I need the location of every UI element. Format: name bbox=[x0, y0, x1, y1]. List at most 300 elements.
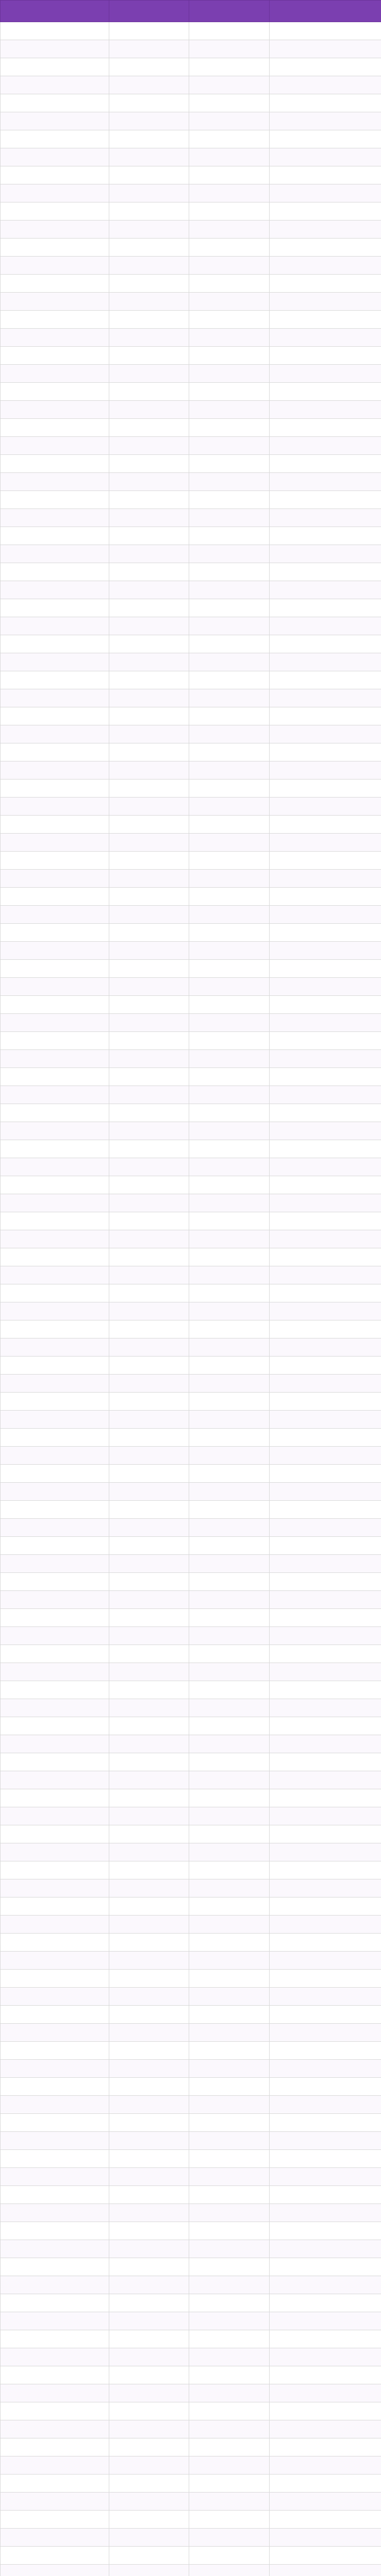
table-cell-c1 bbox=[1, 383, 109, 401]
table-cell-c2 bbox=[109, 1393, 189, 1411]
table-cell-c4 bbox=[270, 2294, 381, 2312]
table-row bbox=[1, 2330, 381, 2348]
table-row bbox=[1, 1212, 381, 1230]
table-cell-c4 bbox=[270, 2006, 381, 2024]
table-cell-c4 bbox=[270, 1176, 381, 1194]
table-row bbox=[1, 599, 381, 617]
table-cell-c4 bbox=[270, 2258, 381, 2276]
table-cell-c1 bbox=[1, 2240, 109, 2258]
table-row bbox=[1, 2493, 381, 2511]
table-cell-c4 bbox=[270, 401, 381, 419]
table-row bbox=[1, 2294, 381, 2312]
table-row bbox=[1, 221, 381, 239]
table-cell-c4 bbox=[270, 148, 381, 166]
table-cell-c3 bbox=[189, 1050, 270, 1068]
table-cell-c3 bbox=[189, 1338, 270, 1357]
table-cell-c4 bbox=[270, 545, 381, 563]
table-cell-c3 bbox=[189, 2420, 270, 2438]
table-cell-c3 bbox=[189, 1501, 270, 1519]
table-cell-c3 bbox=[189, 2529, 270, 2547]
table-cell-c3 bbox=[189, 2006, 270, 2024]
table-cell-c4 bbox=[270, 2168, 381, 2186]
table-cell-c1 bbox=[1, 1176, 109, 1194]
table-cell-c3 bbox=[189, 1465, 270, 1483]
table-cell-c1 bbox=[1, 1338, 109, 1357]
table-row bbox=[1, 437, 381, 455]
table-cell-c3 bbox=[189, 2565, 270, 2576]
table-row bbox=[1, 148, 381, 166]
table-row bbox=[1, 1843, 381, 1861]
table-cell-c4 bbox=[270, 834, 381, 852]
table-cell-c3 bbox=[189, 239, 270, 257]
table-cell-c1 bbox=[1, 725, 109, 743]
table-cell-c1 bbox=[1, 437, 109, 455]
table-cell-c1 bbox=[1, 2330, 109, 2348]
table-row bbox=[1, 798, 381, 816]
table-cell-c4 bbox=[270, 1230, 381, 1248]
table-row bbox=[1, 617, 381, 635]
table-cell-c4 bbox=[270, 1014, 381, 1032]
column-header bbox=[189, 1, 270, 22]
table-row bbox=[1, 1627, 381, 1645]
table-cell-c3 bbox=[189, 1104, 270, 1122]
table-cell-c3 bbox=[189, 743, 270, 761]
table-cell-c3 bbox=[189, 888, 270, 906]
table-cell-c4 bbox=[270, 1302, 381, 1320]
table-cell-c2 bbox=[109, 1771, 189, 1789]
table-cell-c2 bbox=[109, 2475, 189, 2493]
table-cell-c1 bbox=[1, 1591, 109, 1609]
table-cell-c4 bbox=[270, 1861, 381, 1879]
table-cell-c3 bbox=[189, 545, 270, 563]
table-cell-c3 bbox=[189, 455, 270, 473]
table-row bbox=[1, 2006, 381, 2024]
table-cell-c4 bbox=[270, 1465, 381, 1483]
table-cell-c1 bbox=[1, 2096, 109, 2114]
table-cell-c1 bbox=[1, 798, 109, 816]
table-cell-c2 bbox=[109, 2168, 189, 2186]
table-cell-c2 bbox=[109, 1284, 189, 1302]
table-cell-c2 bbox=[109, 1194, 189, 1212]
table-row bbox=[1, 1429, 381, 1447]
table-cell-c1 bbox=[1, 1212, 109, 1230]
table-cell-c4 bbox=[270, 2330, 381, 2348]
table-cell-c1 bbox=[1, 1861, 109, 1879]
table-cell-c4 bbox=[270, 509, 381, 527]
table-cell-c4 bbox=[270, 2565, 381, 2576]
table-cell-c3 bbox=[189, 2222, 270, 2240]
table-row bbox=[1, 94, 381, 112]
table-cell-c1 bbox=[1, 1735, 109, 1753]
table-cell-c3 bbox=[189, 1988, 270, 2006]
table-cell-c2 bbox=[109, 1537, 189, 1555]
table-cell-c4 bbox=[270, 1050, 381, 1068]
table-cell-c1 bbox=[1, 1537, 109, 1555]
table-cell-c2 bbox=[109, 527, 189, 545]
table-row bbox=[1, 996, 381, 1014]
table-cell-c3 bbox=[189, 1194, 270, 1212]
table-cell-c2 bbox=[109, 2565, 189, 2576]
table-cell-c4 bbox=[270, 852, 381, 870]
table-cell-c2 bbox=[109, 1934, 189, 1952]
table-row bbox=[1, 112, 381, 130]
table-cell-c2 bbox=[109, 707, 189, 725]
table-cell-c4 bbox=[270, 166, 381, 184]
table-cell-c1 bbox=[1, 275, 109, 293]
table-cell-c3 bbox=[189, 491, 270, 509]
table-cell-c1 bbox=[1, 2150, 109, 2168]
table-cell-c1 bbox=[1, 130, 109, 148]
table-row bbox=[1, 2312, 381, 2330]
table-cell-c2 bbox=[109, 1519, 189, 1537]
table-cell-c2 bbox=[109, 1338, 189, 1357]
table-cell-c3 bbox=[189, 1483, 270, 1501]
table-cell-c2 bbox=[109, 1447, 189, 1465]
table-row bbox=[1, 40, 381, 58]
table-row bbox=[1, 870, 381, 888]
table-cell-c4 bbox=[270, 1717, 381, 1735]
table-cell-c4 bbox=[270, 653, 381, 671]
table-cell-c3 bbox=[189, 1302, 270, 1320]
table-cell-c3 bbox=[189, 1429, 270, 1447]
table-cell-c3 bbox=[189, 707, 270, 725]
table-cell-c1 bbox=[1, 94, 109, 112]
table-row bbox=[1, 942, 381, 960]
table-cell-c3 bbox=[189, 1789, 270, 1807]
table-cell-c1 bbox=[1, 1266, 109, 1284]
table-cell-c2 bbox=[109, 996, 189, 1014]
table-cell-c2 bbox=[109, 1501, 189, 1519]
table-cell-c3 bbox=[189, 689, 270, 707]
table-row bbox=[1, 2258, 381, 2276]
table-cell-c2 bbox=[109, 1681, 189, 1699]
table-cell-c1 bbox=[1, 2547, 109, 2565]
table-cell-c4 bbox=[270, 707, 381, 725]
table-cell-c1 bbox=[1, 2060, 109, 2078]
table-cell-c2 bbox=[109, 1248, 189, 1266]
table-cell-c4 bbox=[270, 275, 381, 293]
table-cell-c1 bbox=[1, 834, 109, 852]
table-cell-c4 bbox=[270, 76, 381, 94]
table-cell-c4 bbox=[270, 221, 381, 239]
table-cell-c3 bbox=[189, 1934, 270, 1952]
table-cell-c3 bbox=[189, 130, 270, 148]
table-cell-c4 bbox=[270, 1771, 381, 1789]
table-cell-c3 bbox=[189, 94, 270, 112]
table-cell-c1 bbox=[1, 1068, 109, 1086]
table-row bbox=[1, 1916, 381, 1934]
table-cell-c1 bbox=[1, 563, 109, 581]
table-cell-c2 bbox=[109, 2222, 189, 2240]
table-cell-c2 bbox=[109, 239, 189, 257]
table-cell-c4 bbox=[270, 1375, 381, 1393]
table-row bbox=[1, 257, 381, 275]
table-cell-c3 bbox=[189, 509, 270, 527]
table-cell-c1 bbox=[1, 1699, 109, 1717]
table-cell-c3 bbox=[189, 635, 270, 653]
table-cell-c1 bbox=[1, 2565, 109, 2576]
table-cell-c1 bbox=[1, 960, 109, 978]
table-cell-c1 bbox=[1, 2222, 109, 2240]
table-cell-c3 bbox=[189, 1158, 270, 1176]
table-cell-c1 bbox=[1, 581, 109, 599]
table-cell-c2 bbox=[109, 455, 189, 473]
table-cell-c2 bbox=[109, 2294, 189, 2312]
table-cell-c3 bbox=[189, 2060, 270, 2078]
table-cell-c3 bbox=[189, 2276, 270, 2294]
table-cell-c1 bbox=[1, 202, 109, 221]
table-cell-c4 bbox=[270, 671, 381, 689]
table-cell-c4 bbox=[270, 870, 381, 888]
table-row bbox=[1, 1176, 381, 1194]
table-cell-c3 bbox=[189, 1861, 270, 1879]
table-row bbox=[1, 779, 381, 798]
table-cell-c2 bbox=[109, 1176, 189, 1194]
table-cell-c1 bbox=[1, 2511, 109, 2529]
table-cell-c4 bbox=[270, 1284, 381, 1302]
table-cell-c2 bbox=[109, 1411, 189, 1429]
table-cell-c3 bbox=[189, 1771, 270, 1789]
table-cell-c2 bbox=[109, 1375, 189, 1393]
table-cell-c3 bbox=[189, 2493, 270, 2511]
table-cell-c4 bbox=[270, 527, 381, 545]
table-cell-c2 bbox=[109, 798, 189, 816]
table-cell-c4 bbox=[270, 40, 381, 58]
table-row bbox=[1, 707, 381, 725]
table-cell-c2 bbox=[109, 2438, 189, 2456]
table-cell-c2 bbox=[109, 365, 189, 383]
table-row bbox=[1, 1447, 381, 1465]
table-cell-c3 bbox=[189, 1555, 270, 1573]
table-cell-c2 bbox=[109, 293, 189, 311]
table-cell-c2 bbox=[109, 852, 189, 870]
table-cell-c4 bbox=[270, 888, 381, 906]
table-cell-c3 bbox=[189, 1916, 270, 1934]
table-cell-c2 bbox=[109, 1050, 189, 1068]
table-cell-c1 bbox=[1, 816, 109, 834]
table-cell-c1 bbox=[1, 1627, 109, 1645]
table-cell-c2 bbox=[109, 2006, 189, 2024]
table-cell-c1 bbox=[1, 1807, 109, 1825]
table-cell-c3 bbox=[189, 761, 270, 779]
table-cell-c4 bbox=[270, 184, 381, 202]
table-cell-c4 bbox=[270, 1519, 381, 1537]
table-cell-c2 bbox=[109, 130, 189, 148]
table-cell-c4 bbox=[270, 798, 381, 816]
table-cell-c4 bbox=[270, 2402, 381, 2420]
table-cell-c4 bbox=[270, 1609, 381, 1627]
table-cell-c3 bbox=[189, 1068, 270, 1086]
table-cell-c2 bbox=[109, 1357, 189, 1375]
table-cell-c2 bbox=[109, 22, 189, 40]
table-cell-c2 bbox=[109, 509, 189, 527]
table-cell-c3 bbox=[189, 1681, 270, 1699]
table-cell-c4 bbox=[270, 2438, 381, 2456]
table-cell-c1 bbox=[1, 1104, 109, 1122]
table-cell-c4 bbox=[270, 2096, 381, 2114]
table-cell-c1 bbox=[1, 166, 109, 184]
table-cell-c2 bbox=[109, 1032, 189, 1050]
table-cell-c3 bbox=[189, 2475, 270, 2493]
table-cell-c4 bbox=[270, 761, 381, 779]
table-cell-c1 bbox=[1, 365, 109, 383]
table-cell-c1 bbox=[1, 2456, 109, 2475]
table-row bbox=[1, 1140, 381, 1158]
table-cell-c1 bbox=[1, 1014, 109, 1032]
table-cell-c4 bbox=[270, 2204, 381, 2222]
table-cell-c4 bbox=[270, 635, 381, 653]
table-cell-c1 bbox=[1, 311, 109, 329]
table-row bbox=[1, 1375, 381, 1393]
table-cell-c3 bbox=[189, 527, 270, 545]
table-cell-c1 bbox=[1, 2294, 109, 2312]
table-row bbox=[1, 2150, 381, 2168]
table-cell-c1 bbox=[1, 347, 109, 365]
table-cell-c4 bbox=[270, 1699, 381, 1717]
table-cell-c3 bbox=[189, 401, 270, 419]
table-cell-c2 bbox=[109, 2529, 189, 2547]
table-row bbox=[1, 1879, 381, 1897]
table-cell-c2 bbox=[109, 419, 189, 437]
column-header bbox=[270, 1, 381, 22]
table-row bbox=[1, 76, 381, 94]
table-cell-c2 bbox=[109, 112, 189, 130]
table-cell-c3 bbox=[189, 816, 270, 834]
table-cell-c4 bbox=[270, 1681, 381, 1699]
table-cell-c2 bbox=[109, 473, 189, 491]
table-row bbox=[1, 1717, 381, 1735]
table-row bbox=[1, 1645, 381, 1663]
table-cell-c2 bbox=[109, 1483, 189, 1501]
table-row bbox=[1, 1230, 381, 1248]
table-cell-c2 bbox=[109, 2132, 189, 2150]
table-cell-c2 bbox=[109, 942, 189, 960]
table-cell-c1 bbox=[1, 2132, 109, 2150]
table-cell-c2 bbox=[109, 960, 189, 978]
table-row bbox=[1, 1861, 381, 1879]
table-cell-c1 bbox=[1, 1988, 109, 2006]
table-cell-c2 bbox=[109, 906, 189, 924]
table-cell-c1 bbox=[1, 1122, 109, 1140]
table-cell-c2 bbox=[109, 2258, 189, 2276]
table-cell-c3 bbox=[189, 383, 270, 401]
table-row bbox=[1, 455, 381, 473]
table-cell-c1 bbox=[1, 1519, 109, 1537]
table-row bbox=[1, 545, 381, 563]
table-cell-c2 bbox=[109, 1897, 189, 1916]
table-cell-c1 bbox=[1, 1248, 109, 1266]
table-row bbox=[1, 2366, 381, 2384]
table-cell-c3 bbox=[189, 1537, 270, 1555]
table-row bbox=[1, 2186, 381, 2204]
table-cell-c2 bbox=[109, 671, 189, 689]
table-cell-c3 bbox=[189, 581, 270, 599]
table-cell-c3 bbox=[189, 1086, 270, 1104]
table-cell-c4 bbox=[270, 2024, 381, 2042]
table-row bbox=[1, 689, 381, 707]
table-cell-c4 bbox=[270, 1627, 381, 1645]
table-cell-c3 bbox=[189, 2348, 270, 2366]
table-cell-c2 bbox=[109, 1717, 189, 1735]
table-cell-c3 bbox=[189, 1753, 270, 1771]
table-cell-c2 bbox=[109, 1916, 189, 1934]
table-row bbox=[1, 1609, 381, 1627]
table-cell-c3 bbox=[189, 1140, 270, 1158]
table-cell-c1 bbox=[1, 509, 109, 527]
table-cell-c3 bbox=[189, 347, 270, 365]
table-cell-c1 bbox=[1, 852, 109, 870]
table-cell-c4 bbox=[270, 1194, 381, 1212]
table-cell-c3 bbox=[189, 1573, 270, 1591]
table-row bbox=[1, 1483, 381, 1501]
table-row bbox=[1, 239, 381, 257]
table-cell-c1 bbox=[1, 689, 109, 707]
table-cell-c4 bbox=[270, 1970, 381, 1988]
table-cell-c1 bbox=[1, 1194, 109, 1212]
table-cell-c4 bbox=[270, 1086, 381, 1104]
table-cell-c4 bbox=[270, 1212, 381, 1230]
table-cell-c3 bbox=[189, 1807, 270, 1825]
table-cell-c2 bbox=[109, 275, 189, 293]
table-cell-c4 bbox=[270, 2132, 381, 2150]
table-cell-c4 bbox=[270, 455, 381, 473]
table-cell-c1 bbox=[1, 599, 109, 617]
table-row bbox=[1, 383, 381, 401]
table-cell-c3 bbox=[189, 1843, 270, 1861]
table-cell-c4 bbox=[270, 996, 381, 1014]
table-row bbox=[1, 581, 381, 599]
table-cell-c4 bbox=[270, 617, 381, 635]
table-cell-c1 bbox=[1, 2438, 109, 2456]
table-row bbox=[1, 1988, 381, 2006]
table-cell-c1 bbox=[1, 1609, 109, 1627]
table-cell-c4 bbox=[270, 689, 381, 707]
table-cell-c1 bbox=[1, 1375, 109, 1393]
table-cell-c1 bbox=[1, 2384, 109, 2402]
table-cell-c2 bbox=[109, 1609, 189, 1627]
table-cell-c3 bbox=[189, 1645, 270, 1663]
table-cell-c1 bbox=[1, 1555, 109, 1573]
table-cell-c3 bbox=[189, 1248, 270, 1266]
table-cell-c1 bbox=[1, 2366, 109, 2384]
table-row bbox=[1, 1284, 381, 1302]
table-row bbox=[1, 2078, 381, 2096]
table-cell-c4 bbox=[270, 1879, 381, 1897]
table-cell-c3 bbox=[189, 1032, 270, 1050]
table-cell-c2 bbox=[109, 2348, 189, 2366]
table-row bbox=[1, 2222, 381, 2240]
table-cell-c2 bbox=[109, 1970, 189, 1988]
table-cell-c1 bbox=[1, 1645, 109, 1663]
table-cell-c1 bbox=[1, 1357, 109, 1375]
table-cell-c1 bbox=[1, 906, 109, 924]
table-cell-c3 bbox=[189, 1375, 270, 1393]
table-cell-c2 bbox=[109, 2276, 189, 2294]
table-row bbox=[1, 2547, 381, 2565]
table-cell-c4 bbox=[270, 1104, 381, 1122]
table-cell-c2 bbox=[109, 1302, 189, 1320]
table-cell-c4 bbox=[270, 1753, 381, 1771]
table-cell-c1 bbox=[1, 1897, 109, 1916]
table-cell-c1 bbox=[1, 2475, 109, 2493]
table-cell-c1 bbox=[1, 2258, 109, 2276]
table-cell-c1 bbox=[1, 184, 109, 202]
table-cell-c3 bbox=[189, 1447, 270, 1465]
table-cell-c2 bbox=[109, 545, 189, 563]
table-cell-c4 bbox=[270, 924, 381, 942]
table-cell-c1 bbox=[1, 978, 109, 996]
column-header bbox=[1, 1, 109, 22]
